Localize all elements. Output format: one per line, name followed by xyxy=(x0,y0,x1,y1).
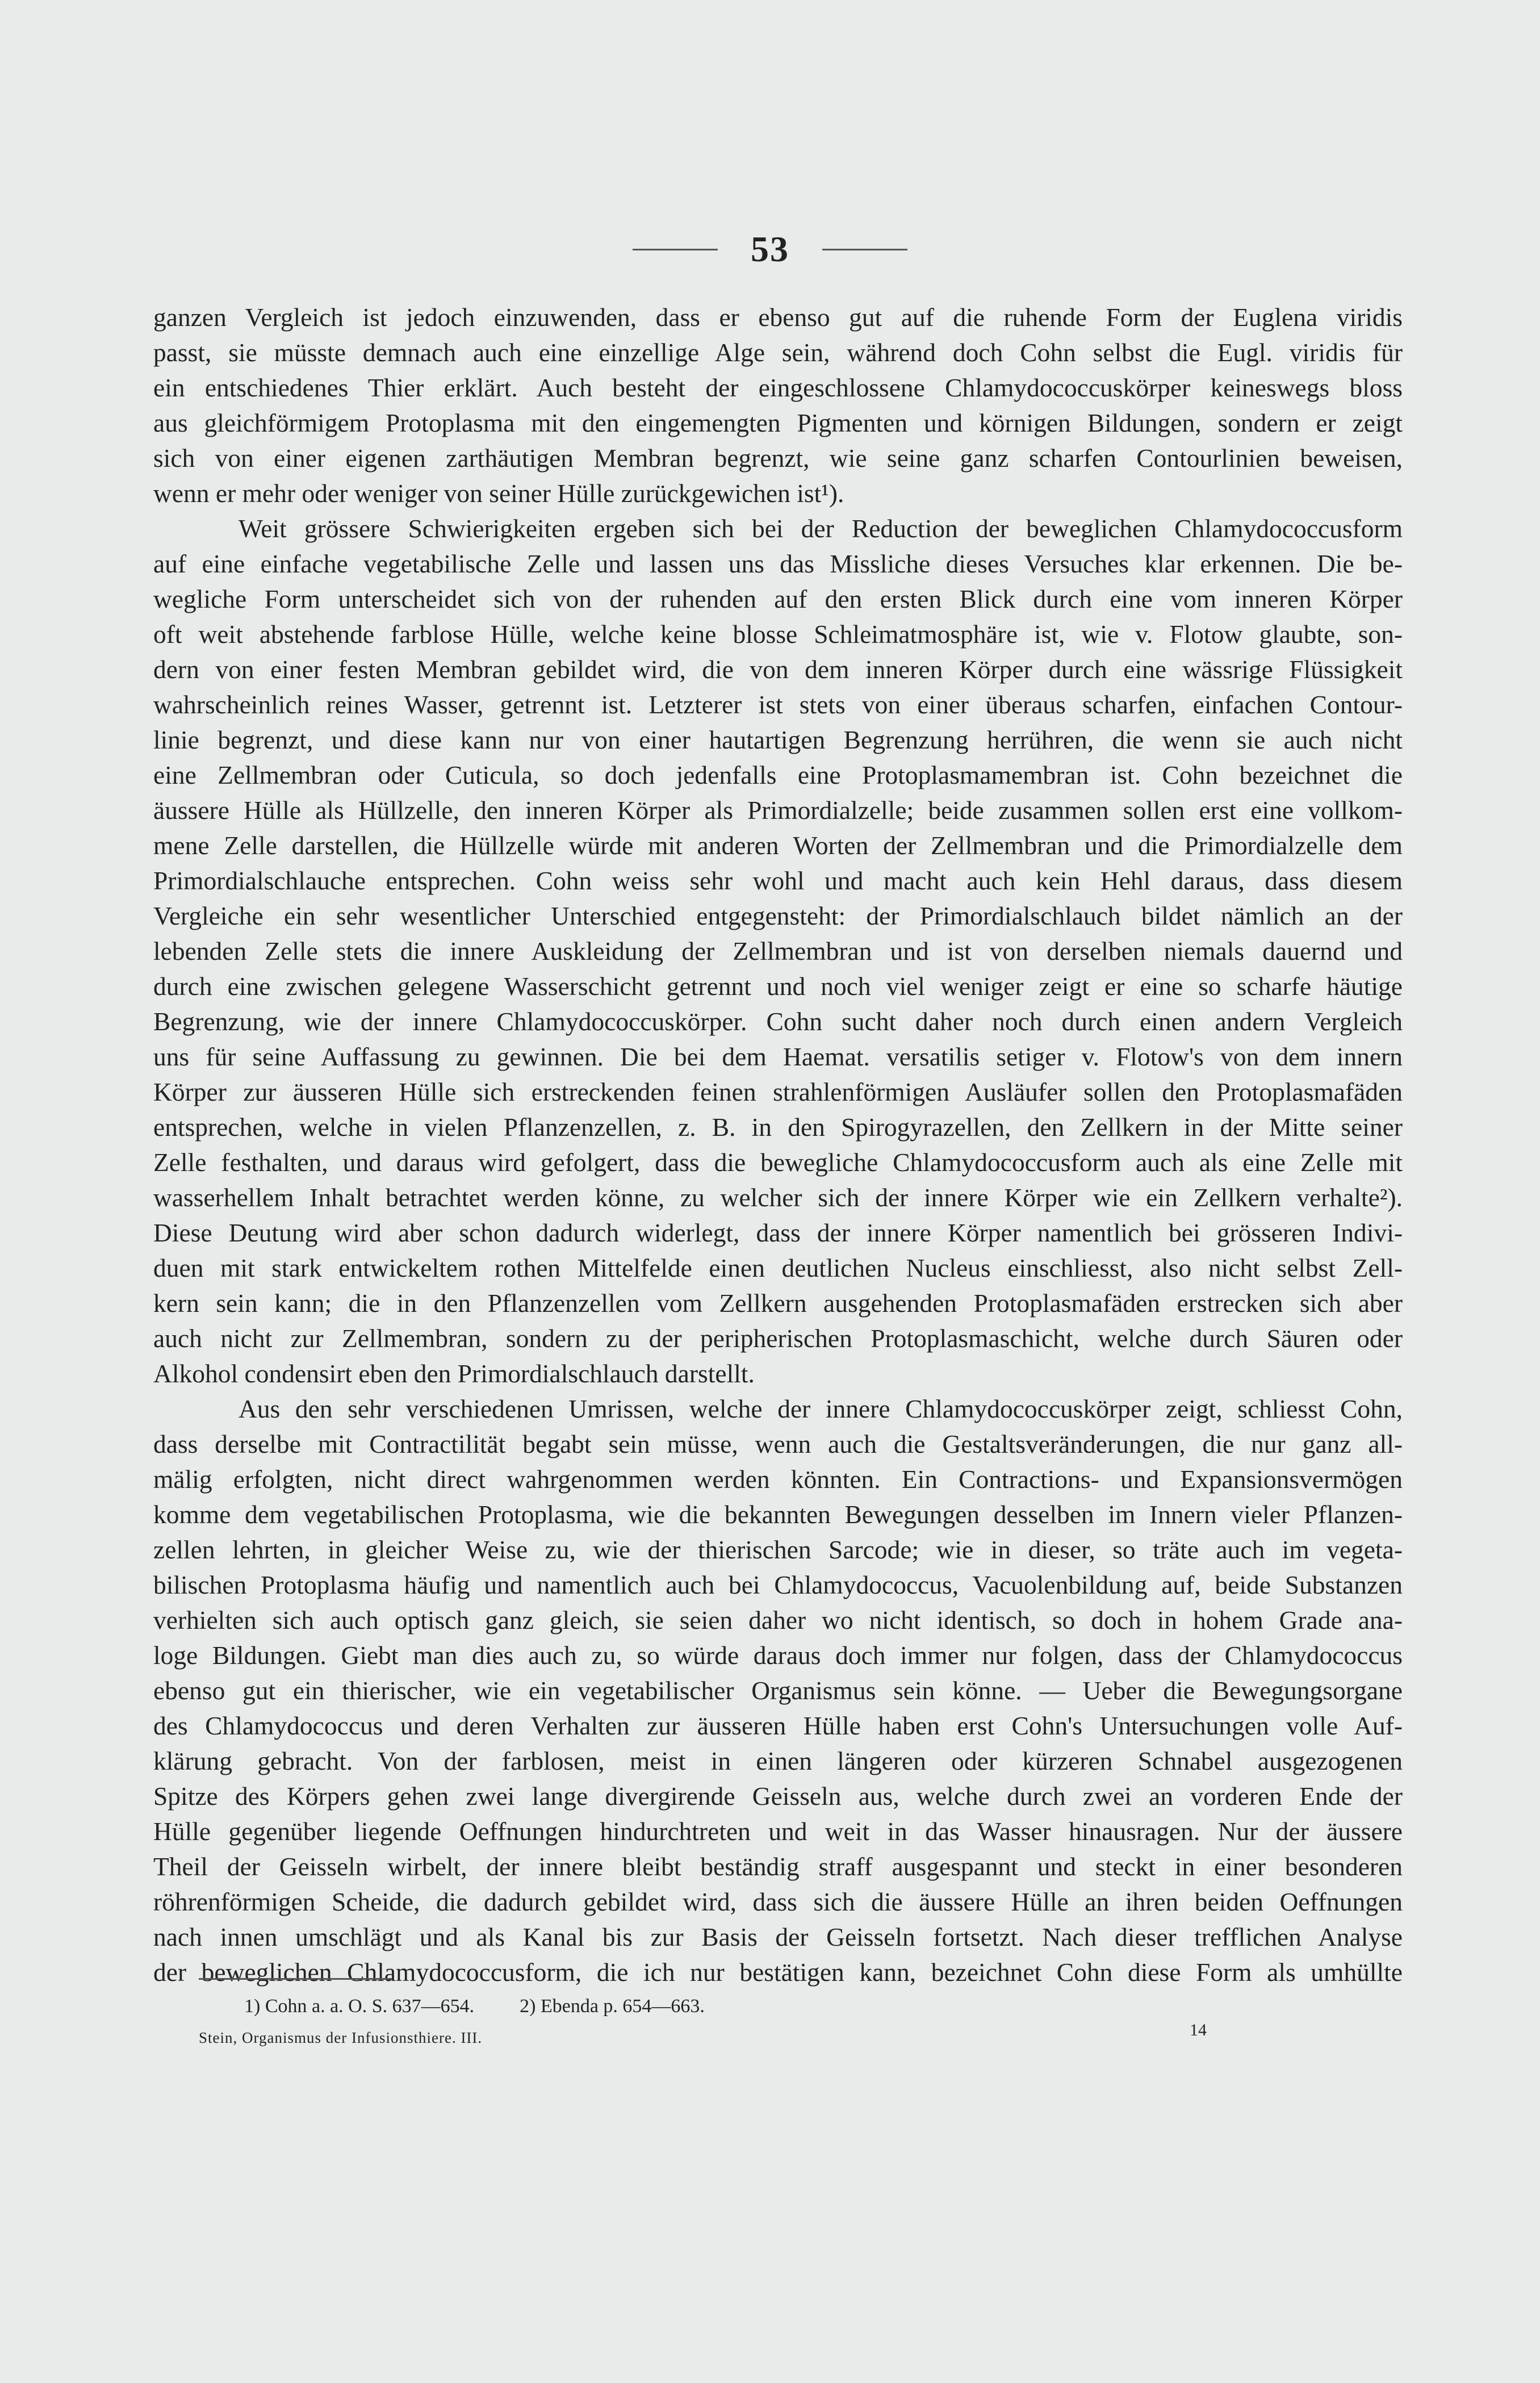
text-line: auch nicht zur Zellmembran, sondern zu der peripherischen Protoplasmaschicht, welche durch Säuren oder xyxy=(153,1324,1403,1353)
text-line: wegliche Form unterscheidet sich von der ruhenden auf den ersten Blick durch eine vom inneren Körper xyxy=(153,584,1403,613)
text-line: der beweglichen Chlamydococcusform, die ich nur bestätigen kann, bezeichnet Cohn diese Form als umhüllte xyxy=(153,1958,1403,1987)
page-number: 53 xyxy=(751,229,789,269)
text-line: Zelle festhalten, und daraus wird gefolgert, dass die bewegliche Chlamydococcusform auch als eine Zelle mit xyxy=(153,1148,1403,1177)
footnote-2: 2) Ebenda p. 654—663. xyxy=(520,1996,705,2017)
text-line: mene Zelle darstellen, die Hüllzelle würde mit anderen Worten der Zellmembran und die Primordialzelle dem xyxy=(153,831,1403,860)
text-line: eine Zellmembran oder Cuticula, so doch jedenfalls eine Protoplasmamembran ist. Cohn bezeichnet die xyxy=(153,760,1403,789)
text-line: wahrscheinlich reines Wasser, getrennt ist. Letzterer ist stets von einer überaus scharfen, einfachen Contour- xyxy=(153,690,1403,719)
text-line: klärung gebracht. Von der farblosen, meist in einen längeren oder kürzeren Schnabel ausgezogenen xyxy=(153,1746,1403,1775)
text-line: aus gleichförmigem Protoplasma mit den eingemengten Pigmenten und körnigen Bildungen, sondern er zeigt xyxy=(153,408,1403,437)
text-line: auf eine einfache vegetabilische Zelle und lassen uns das Missliche dieses Versuches klar erkennen. Die be- xyxy=(153,549,1403,578)
text-line: bilischen Protoplasma häufig und namentlich auch bei Chlamydococcus, Vacuolenbildung auf, beide Substanzen xyxy=(153,1570,1403,1599)
text-line: Diese Deutung wird aber schon dadurch widerlegt, dass der innere Körper namentlich bei grösseren Indivi- xyxy=(153,1218,1403,1247)
text-line: lebenden Zelle stets die innere Auskleidung der Zellmembran und ist von derselben niemals dauernd und xyxy=(153,937,1403,965)
text-line: des Chlamydococcus und deren Verhalten zur äusseren Hülle haben erst Cohn's Untersuchungen volle Auf- xyxy=(153,1711,1403,1740)
text-line: ganzen Vergleich ist jedoch einzuwenden, dass er ebenso gut auf die ruhende Form der Euglena viridis xyxy=(153,303,1403,332)
text-line: dass derselbe mit Contractilität begabt sein müsse, wenn auch die Gestaltsveränderungen, die nur ganz all- xyxy=(153,1429,1403,1458)
header-rule-left xyxy=(633,249,718,250)
footnote-rule xyxy=(199,1978,392,1980)
text-line: nach innen umschlägt und als Kanal bis zur Basis der Geisseln fortsetzt. Nach dieser trefflichen Analyse xyxy=(153,1922,1403,1951)
text-line: ein entschiedenes Thier erklärt. Auch besteht der eingeschlossene Chlamydococcuskörper keineswegs bloss xyxy=(153,373,1403,402)
sheet-number: 14 xyxy=(1190,2021,1207,2039)
text-line: Weit grössere Schwierigkeiten ergeben sich bei der Reduction der beweglichen Chlamydococcusform xyxy=(238,514,1403,543)
text-line: Spitze des Körpers gehen zwei lange divergirende Geisseln aus, welche durch zwei an vorderen Ende der xyxy=(153,1782,1403,1811)
text-line: kern sein kann; die in den Pflanzenzellen vom Zellkern ausgehenden Protoplasmafäden erstrecken sich aber xyxy=(153,1289,1403,1318)
printer-signature: Stein, Organismus der Infusionsthiere. III. xyxy=(199,2029,483,2046)
text-line: wasserhellem Inhalt betrachtet werden könne, zu welcher sich der innere Körper wie ein Zellkern verhalte²). xyxy=(153,1183,1403,1212)
text-line: Primordialschlauche entsprechen. Cohn weiss sehr wohl und macht auch kein Hehl daraus, dass diesem xyxy=(153,866,1403,895)
text-line: durch eine zwischen gelegene Wasserschicht getrennt und noch viel weniger zeigt er eine so scharfe häutige xyxy=(153,972,1403,1001)
text-line: duen mit stark entwickeltem rothen Mittelfelde einen deutlichen Nucleus einschliesst, also nicht selbst Zell- xyxy=(153,1253,1403,1282)
footnotes xyxy=(244,1992,705,2021)
text-line: oft weit abstehende farblose Hülle, welche keine blosse Schleimatmosphäre ist, wie v. Flotow glaubte, son- xyxy=(153,620,1403,649)
text-line: äussere Hülle als Hüllzelle, den inneren Körper als Primordialzelle; beide zusammen sollen erst eine vollkom- xyxy=(153,796,1403,825)
footnote-1: 1) Cohn a. a. O. S. 637—654. xyxy=(244,1996,475,2017)
text-line: mälig erfolgten, nicht direct wahrgenommen werden könnten. Ein Contractions- und Expansionsvermögen xyxy=(153,1465,1403,1494)
text-line: ebenso gut ein thierischer, wie ein vegetabilischer Organismus sein könne. — Ueber die Bewegungsorgane xyxy=(153,1676,1403,1705)
text-line: entsprechen, welche in vielen Pflanzenzellen, z. B. in den Spirogyrazellen, den Zellkern in der Mitte seiner xyxy=(153,1113,1403,1142)
text-line: Körper zur äusseren Hülle sich erstreckenden feinen strahlenförmigen Ausläufer sollen den Protoplasmafäden xyxy=(153,1077,1403,1106)
text-line: passt, sie müsste demnach auch eine einzellige Alge sein, während doch Cohn selbst die Eugl. viridis für xyxy=(153,338,1403,367)
text-line: Alkohol condensirt eben den Primordialschlauch darstellt. xyxy=(153,1359,755,1388)
text-line: Theil der Geisseln wirbelt, der innere bleibt beständig straff ausgespannt und steckt in einer besonderen xyxy=(153,1852,1403,1881)
text-line: uns für seine Auffassung zu gewinnen. Die bei dem Haemat. versatilis setiger v. Flotow's von dem innern xyxy=(153,1042,1403,1071)
text-line: Aus den sehr verschiedenen Umrissen, welche der innere Chlamydococcuskörper zeigt, schliesst Cohn, xyxy=(238,1394,1403,1423)
text-line: röhrenförmigen Scheide, die dadurch gebildet wird, dass sich die äussere Hülle an ihren beiden Oeffnungen xyxy=(153,1887,1403,1916)
body-text xyxy=(153,300,1403,1990)
text-line: sich von einer eigenen zarthäutigen Membran begrenzt, wie seine ganz scharfen Contourlinien beweisen, xyxy=(153,444,1403,473)
text-line: loge Bildungen. Giebt man dies auch zu, so würde daraus doch immer nur folgen, dass der Chlamydococcus xyxy=(153,1641,1403,1670)
text-line: Vergleiche ein sehr wesentlicher Unterschied entgegensteht: der Primordialschlauch bildet nämlich an der xyxy=(153,901,1403,930)
text-line: Hülle gegenüber liegende Oeffnungen hindurchtreten und weit in das Wasser hinausragen. Nur der äussere xyxy=(153,1817,1403,1846)
text-line: dern von einer festen Membran gebildet wird, die von dem inneren Körper durch eine wässrige Flüssigkeit xyxy=(153,655,1403,684)
text-line: zellen lehrten, in gleicher Weise zu, wie der thierischen Sarcode; wie in dieser, so träte auch im vegeta- xyxy=(153,1535,1403,1564)
page-header xyxy=(0,228,1540,270)
text-line: Begrenzung, wie der innere Chlamydococcuskörper. Cohn sucht daher noch durch einen andern Vergleich xyxy=(153,1007,1403,1036)
text-line: linie begrenzt, und diese kann nur von einer hautartigen Begrenzung herrühren, die wenn sie auch nicht xyxy=(153,725,1403,754)
header-rule-right xyxy=(822,249,907,250)
text-line: wenn er mehr oder weniger von seiner Hülle zurückgewichen ist¹). xyxy=(153,479,844,508)
text-line: komme dem vegetabilischen Protoplasma, wie die bekannten Bewegungen desselben im Innern vieler Pflanzen- xyxy=(153,1500,1403,1529)
text-line: verhielten sich auch optisch ganz gleich, sie seien daher wo nicht identisch, so doch in hohem Grade ana- xyxy=(153,1606,1403,1634)
